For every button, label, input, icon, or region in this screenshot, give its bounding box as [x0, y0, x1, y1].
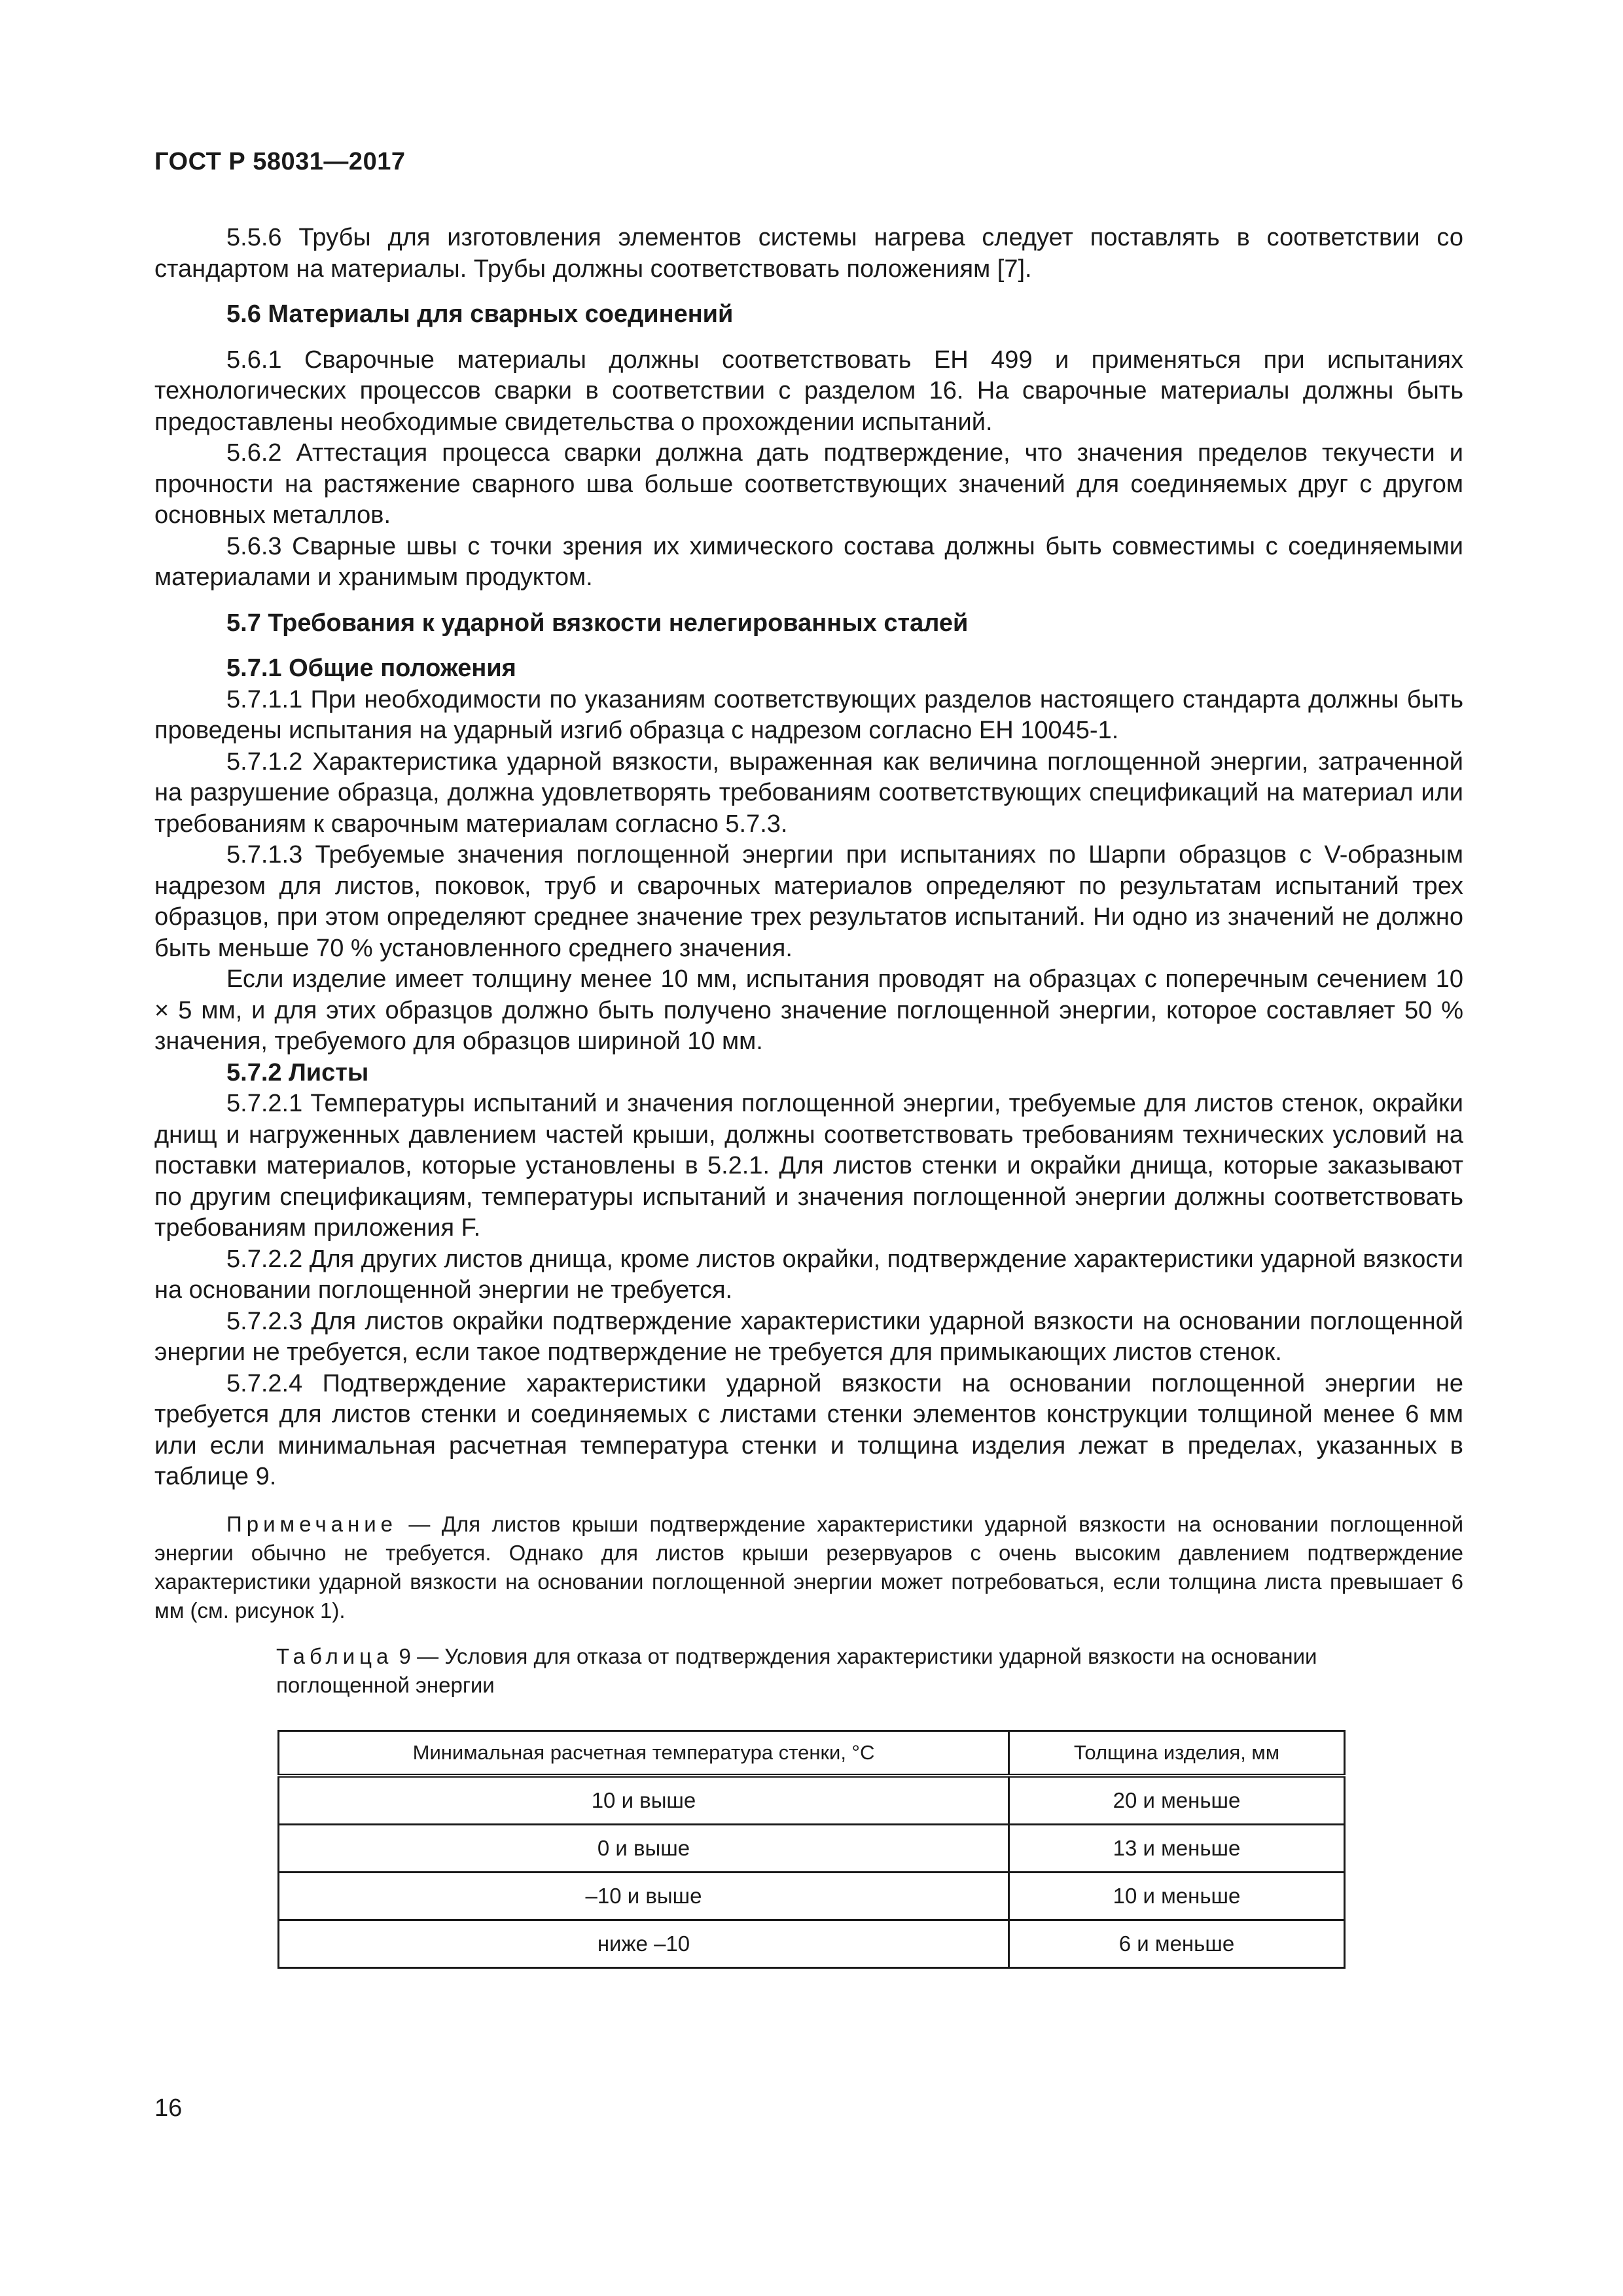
- table-header-temperature: Минимальная расчетная температура стенки, °С: [279, 1731, 1009, 1776]
- note-label: Примечание: [226, 1511, 398, 1536]
- table-cell-temperature: 0 и выше: [279, 1824, 1009, 1872]
- table-row: [279, 1920, 1345, 1967]
- table-cell-thickness: 20 и меньше: [1008, 1776, 1344, 1825]
- table-row: [279, 1872, 1345, 1920]
- paragraph-5-5-6: 5.5.6 Трубы для изготовления элементов системы нагрева следует поставлять в соответствии со стандартом на материалы. Трубы должны соответствовать положениям [7].: [154, 224, 1463, 283]
- table-cell-temperature: 10 и выше: [279, 1776, 1009, 1825]
- table-label: Таблица: [276, 1643, 393, 1668]
- paragraph-5-7-2-4: 5.7.2.4 Подтверждение характеристики ударной вязкости на основании поглощенной энергии не требуется для листов стенки и соединяемых с листами стенки элементов конструкции толщиной менее 6 мм или если минимальная расчетная температура стенки и толщина изделия лежат в пределах, указанных в таблице 9.: [154, 1369, 1463, 1490]
- table-cell-thickness: 13 и меньше: [1008, 1824, 1344, 1872]
- table-9: [277, 1730, 1346, 1969]
- table-row: [279, 1824, 1345, 1872]
- page-number: 16: [154, 2094, 183, 2122]
- paragraph-5-7-1-3: 5.7.1.3 Требуемые значения поглощенной энергии при испытаниях по Шарпи образцов с V-образным надрезом для листов, поковок, труб и сварочных материалов определяют по результатам испытаний трех образцов, при этом определяют среднее значение трех результатов испытаний. Ни одно из значений не должно быть меньше 70 % установленного среднего значения.: [154, 841, 1463, 962]
- paragraph-5-7-1-1: 5.7.1.1 При необходимости по указаниям соответствующих разделов настоящего стандарта должны быть проведены испытания на ударный изгиб образца с надрезом согласно ЕН 10045-1.: [154, 685, 1463, 744]
- subsection-heading-5-7-2: 5.7.2 Листы: [226, 1058, 369, 1086]
- table-row: [279, 1776, 1345, 1825]
- table-header-row: [279, 1731, 1345, 1776]
- paragraph-thin-specimens: Если изделие имеет толщину менее 10 мм, испытания проводят на образцах с поперечным сечением 10 × 5 мм, и для этих образцов должно быть получено значение поглощенной энергии, которое составляет 50 % значения, требуемого для образцов шириной 10 мм.: [154, 965, 1463, 1055]
- table-cell-temperature: ниже –10: [279, 1920, 1009, 1967]
- note: [154, 1510, 1463, 1625]
- table-caption-text: 9 — Условия для отказа от подтверждения характеристики ударной вязкости на основании поглощенной энергии: [276, 1643, 1317, 1697]
- document-header: ГОСТ Р 58031—2017: [154, 148, 406, 175]
- document-body: [154, 223, 1463, 1969]
- table-header-thickness: Толщина изделия, мм: [1008, 1731, 1344, 1776]
- paragraph-5-6-1: 5.6.1 Сварочные материалы должны соответствовать ЕН 499 и применяться при испытаниях технологических процессов сварки в соответствии с разделом 16. На сварочные материалы должны быть предоставлены необходимые свидетельства о прохождении испытаний.: [154, 346, 1463, 436]
- section-heading-5-6: 5.6 Материалы для сварных соединений: [226, 300, 734, 328]
- paragraph-5-6-3: 5.6.3 Сварные швы с точки зрения их химического состава должны быть совместимы с соединяемыми материалами и хранимым продуктом.: [154, 532, 1463, 591]
- table-cell-thickness: 10 и меньше: [1008, 1872, 1344, 1920]
- table-caption: [276, 1642, 1363, 1700]
- paragraph-5-7-2-2: 5.7.2.2 Для других листов днища, кроме листов окрайки, подтверждение характеристики ударной вязкости на основании поглощенной энергии не требуется.: [154, 1245, 1463, 1304]
- note-text: — Для листов крыши подтверждение характеристики ударной вязкости на основании поглощенной энергии обычно не требуется. Однако для листов крыши резервуаров с очень высоким давлением подтверждение характеристики ударной вязкости на основании поглощенной энергии может потребоваться, если толщина листа превышает 6 мм (см. рисунок 1).: [154, 1511, 1463, 1623]
- paragraph-5-7-2-1: 5.7.2.1 Температуры испытаний и значения поглощенной энергии, требуемые для листов стенок, окрайки днищ и нагруженных давлением частей крыши, должны соответствовать требованиям технических условий на поставки материалов, которые установлены в 5.2.1. Для листов стенки и окрайки днища, которые заказывают по другим спецификациям, температуры испытаний и значения поглощенной энергии должны соответствовать требованиям приложения F.: [154, 1090, 1463, 1242]
- table-cell-temperature: –10 и выше: [279, 1872, 1009, 1920]
- section-heading-5-7: 5.7 Требования к ударной вязкости нелегированных сталей: [226, 609, 969, 637]
- paragraph-5-7-1-2: 5.7.1.2 Характеристика ударной вязкости, выраженная как величина поглощенной энергии, затраченной на разрушение образца, должна удовлетворять требованиям соответствующих спецификаций на материал или требованиям к сварочным материалам согласно 5.7.3.: [154, 747, 1463, 838]
- table-cell-thickness: 6 и меньше: [1008, 1920, 1344, 1967]
- paragraph-5-6-2: 5.6.2 Аттестация процесса сварки должна дать подтверждение, что значения пределов текучести и прочности на растяжение сварного шва больше соответствующих значений для соединяемых друг с другом основных металлов.: [154, 439, 1463, 529]
- paragraph-5-7-2-3: 5.7.2.3 Для листов окрайки подтверждение характеристики ударной вязкости на основании поглощенной энергии не требуется, если такое подтверждение не требуется для примыкающих листов стенок.: [154, 1307, 1463, 1366]
- subsection-heading-5-7-1: 5.7.1 Общие положения: [226, 655, 516, 682]
